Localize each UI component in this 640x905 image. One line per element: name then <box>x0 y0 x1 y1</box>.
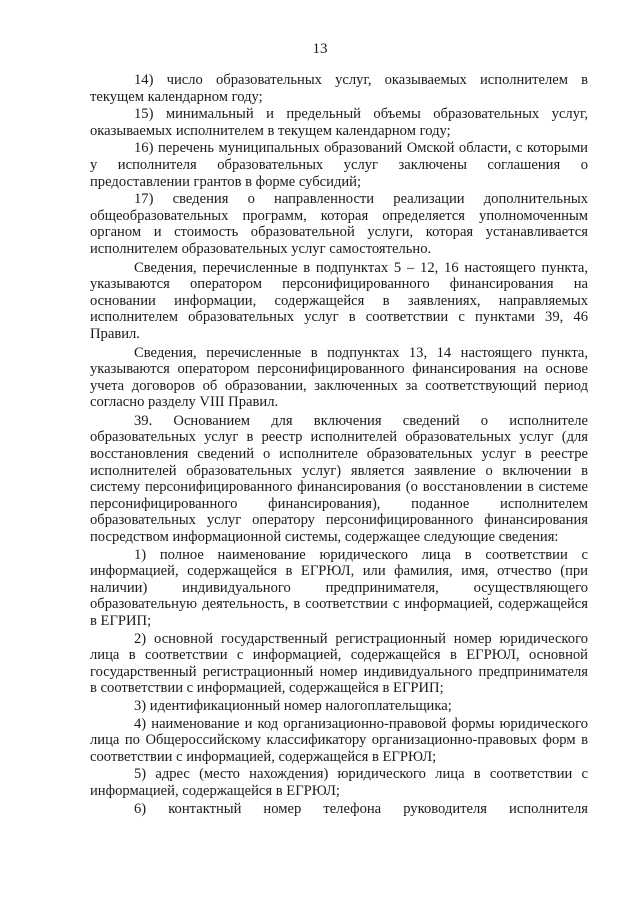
paragraph-clause-39: 39. Основанием для включения сведений о исполнителе образовательных услуг в реестр исполнителей образовательных услуг (для восстановления сведений о исполнителе образовательных услуг в реестре исполнителей образовательных услуг) является заявление о включении в систему персонифицированного финансирования (о восстановлении в системе персонифицированного финансирования), поданное исполнителем образовательных услуг оператору персонифицированного финансирования посредством информационной системы, содержащее следующие сведения: <box>90 412 588 546</box>
paragraph-subitem-1: 1) полное наименование юридического лица в соответствии с информацией, содержащейся в ЕГРЮЛ, или фамилия, имя, отчество (при наличии) индивидуального предпринимателя, осуществляющего образовательную деятельность, в соответствии с информацией, содержащейся в ЕГРИП; <box>90 546 588 629</box>
paragraph-info-5-12: Сведения, перечисленные в подпунктах 5 – 12, 16 настоящего пункта, указываются оператором персонифицированного финансирования на основании информации, содержащейся в заявлениях, направляемых исполнителем образовательных услуг в соответствии с пунктами 39, 46 Правил. <box>90 259 588 342</box>
paragraph-subitem-2: 2) основной государственный регистрационный номер юридического лица в соответствии с информацией, содержащейся в ЕГРЮЛ, основной государственный регистрационный номер индивидуального предпринимателя в соответствии с информацией, содержащейся в ЕГРИП; <box>90 630 588 697</box>
paragraph-item-17: 17) сведения о направленности реализации дополнительных общеобразовательных программ, которая определяется уполномоченным органом и стоимость образовательной услуги, которая устанавливается исполнителем образовательных услуг самостоятельно. <box>90 191 588 257</box>
paragraph-subitem-4: 4) наименование и код организационно-правовой формы юридического лица по Общероссийскому классификатору организационно-правовых форм в соответствии с информацией, содержащейся в ЕГРЮЛ; <box>90 715 588 765</box>
paragraph-info-13-14: Сведения, перечисленные в подпунктах 13, 14 настоящего пункта, указываются оператором персонифицированного финансирования на основе учета договоров об образовании, заключенных за соответствующий период согласно разделу VIII Правил. <box>90 344 588 411</box>
paragraph-subitem-5: 5) адрес (место нахождения) юридического лица в соответствии с информацией, содержащейся в ЕГРЮЛ; <box>90 766 588 799</box>
document-body <box>90 72 588 817</box>
page-number: 13 <box>312 41 328 57</box>
paragraph-subitem-3: 3) идентификационный номер налогоплательщика; <box>134 697 452 714</box>
paragraph-subitem-6: 6) контактный номер телефона руководителя исполнителя <box>134 800 588 817</box>
paragraph-item-16: 16) перечень муниципальных образований Омской области, с которыми у исполнителя образовательных услуг заключены соглашения о предоставлении грантов в форме субсидий; <box>90 140 588 190</box>
paragraph-item-14: 14) число образовательных услуг, оказываемых исполнителем в текущем календарном году; <box>90 72 588 105</box>
paragraph-item-15: 15) минимальный и предельный объемы образовательных услуг, оказываемых исполнителем в текущем календарном году; <box>90 106 588 139</box>
